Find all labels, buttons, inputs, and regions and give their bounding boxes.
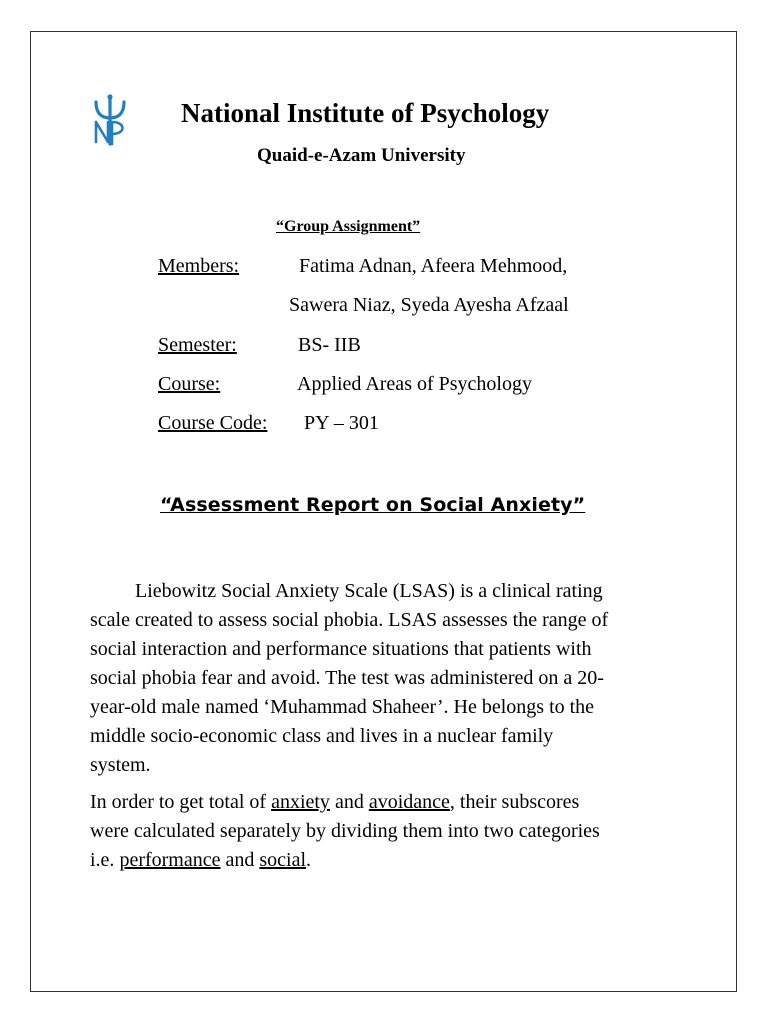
institute-title: National Institute of Psychology (181, 98, 550, 128)
paragraph-2-line-2: were calculated separately by dividing them into two categories (90, 820, 600, 842)
course-code-label: Course Code: (158, 412, 268, 434)
course-code-value: PY – 301 (304, 412, 379, 434)
members-line-1: Fatima Adnan, Afeera Mehmood, (299, 255, 568, 277)
members-label: Members: (158, 255, 240, 277)
paragraph-1-line: scale created to assess social phobia. LSAS assesses the range of (90, 609, 609, 631)
paragraph-1-line: system. (90, 754, 151, 776)
members-line-2: Sawera Niaz, Syeda Ayesha Afzaal (289, 294, 569, 316)
paragraph-1-line: year-old male named ‘Muhammad Shaheer’. He belongs to the (90, 696, 595, 718)
paragraph-2 (90, 788, 690, 875)
text-run: . (306, 849, 312, 871)
underlined-term-anxiety: anxiety (271, 791, 330, 813)
paragraph-1-line: middle socio-economic class and lives in a nuclear family (90, 725, 554, 747)
underlined-term-performance: performance (119, 849, 221, 871)
text-run: and (220, 849, 260, 871)
university-name: Quaid-e-Azam University (257, 145, 466, 166)
text-run: , their subscores (449, 791, 580, 813)
assignment-title: “Group Assignment” (276, 218, 421, 235)
course-value: Applied Areas of Psychology (297, 373, 532, 395)
paragraph-1-line: social interaction and performance situations that patients with (90, 638, 592, 660)
text-run: i.e. (90, 849, 120, 871)
semester-label: Semester: (158, 334, 237, 356)
text-run: In order to get total of (90, 791, 272, 813)
paragraph-1 (90, 577, 690, 780)
paragraph-2-line-1 (90, 788, 690, 817)
underlined-term-social: social (259, 849, 307, 871)
course-label: Course: (158, 373, 221, 395)
paragraph-2-line-3 (90, 846, 690, 875)
report-title: “Assessment Report on Social Anxiety” (160, 494, 586, 516)
text-run: and (329, 791, 369, 813)
paragraph-1-line: social phobia fear and avoid. The test was administered on a 20- (90, 667, 604, 689)
paragraph-1-line: Liebowitz Social Anxiety Scale (LSAS) is a clinical rating (135, 580, 603, 602)
semester-value: BS- IIB (298, 334, 361, 356)
underlined-term-avoidance: avoidance (368, 791, 450, 813)
